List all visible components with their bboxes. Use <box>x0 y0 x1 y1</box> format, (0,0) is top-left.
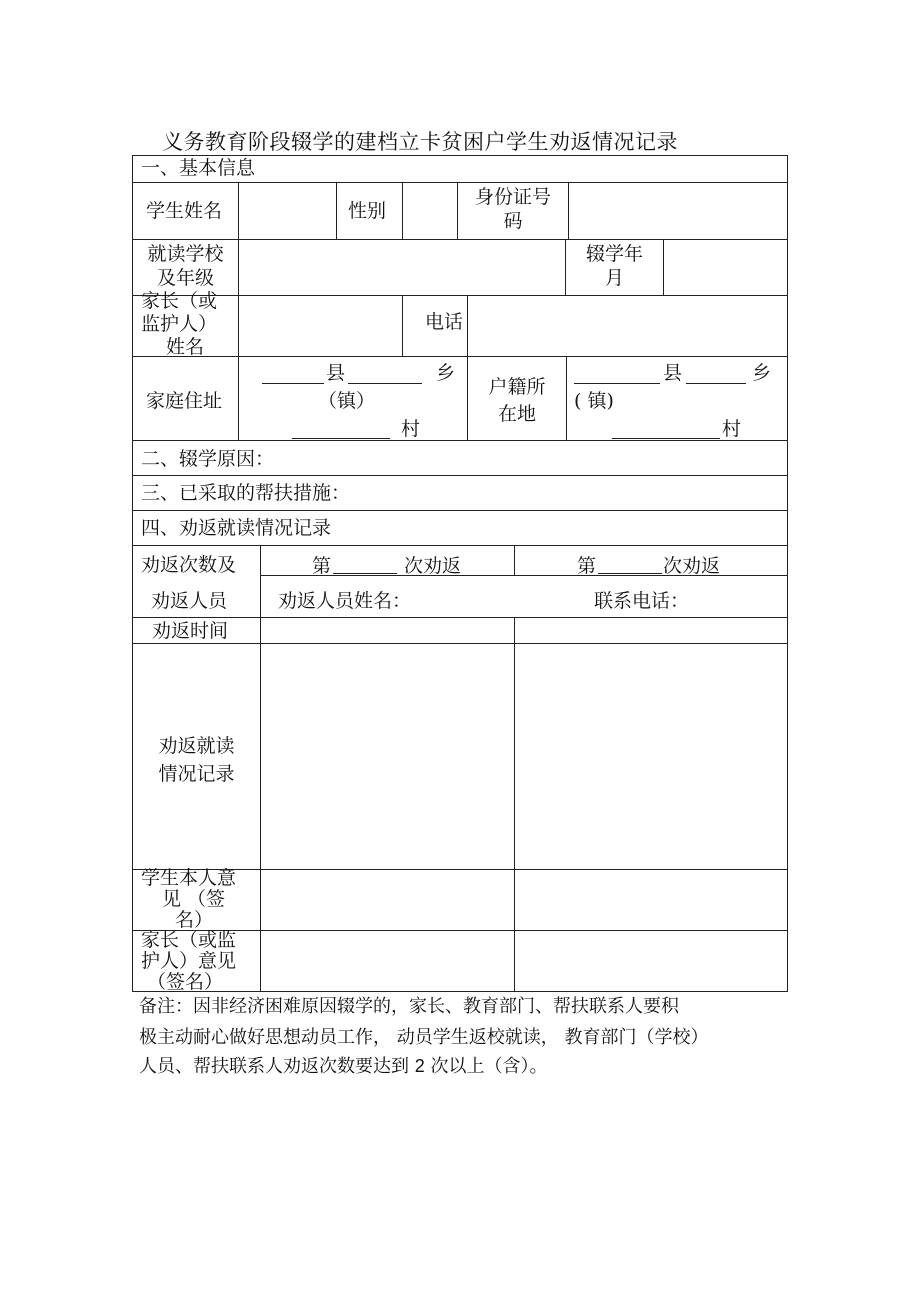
text-nth-suffix-2: 次劝返 <box>663 555 721 577</box>
table-line <box>132 239 788 240</box>
table-line <box>132 356 788 357</box>
note-line-3-post: 次以上（含）。 <box>430 1056 548 1077</box>
label-id-number-line2: 码 <box>503 210 523 232</box>
label-student-opinion <box>141 868 236 931</box>
label-parent-opinion-line1: 家长（或监 <box>141 929 237 951</box>
label-id-number <box>458 185 568 233</box>
label-student-name: 学生姓名 <box>146 200 223 222</box>
note-line-3-number: 2 <box>414 1056 425 1076</box>
blank-county[interactable] <box>262 383 324 384</box>
label-phone: 电话 <box>425 311 464 333</box>
label-parent-opinion-line3: （签名） <box>147 971 224 993</box>
blank-nth-1[interactable] <box>333 573 397 574</box>
label-parent-opinion <box>141 930 236 993</box>
label-guardian-line2: 监护人） <box>141 313 218 335</box>
label-home-address: 家庭住址 <box>146 390 223 412</box>
blank-household-village[interactable] <box>612 438 720 439</box>
label-dropout-date <box>566 242 663 290</box>
label-school-grade <box>133 242 238 290</box>
table-line <box>132 475 788 476</box>
label-situation-line2: 情况记录 <box>158 763 235 785</box>
text-household-village: 村 <box>722 418 742 440</box>
page-title: 义务教育阶段辍学的建档立卡贫困户学生劝返情况记录 <box>162 130 678 154</box>
table-line <box>566 356 567 440</box>
label-guardian-line3: 姓名 <box>166 336 205 358</box>
text-village: 村 <box>401 418 421 440</box>
label-student-opinion-line1: 学生本人意 <box>141 867 237 889</box>
table-line <box>663 239 664 295</box>
text-town: （镇） <box>318 390 376 412</box>
text-county: 县 <box>326 362 346 384</box>
table-line <box>132 182 788 183</box>
note-line-2: 极主动耐心做好思想动员工作， 动员学生返校就读， 教育部门（学校） <box>139 1027 709 1048</box>
text-household-township: 乡 <box>752 362 772 384</box>
label-student-opinion-line3: 名） <box>175 909 214 931</box>
label-dropout-line1: 辍学年 <box>585 243 643 265</box>
label-persuasion-situation <box>133 732 260 788</box>
section-basic-info: 一、基本信息 <box>141 157 256 179</box>
label-id-number-line1: 身份证号 <box>474 186 551 208</box>
blank-nth-2[interactable] <box>598 573 662 574</box>
text-nth-prefix-2: 第 <box>577 555 597 577</box>
label-situation-line1: 劝返就读 <box>158 735 235 757</box>
label-guardian-line1: 家长（或 <box>141 290 218 312</box>
section-assistance-measures: 三、已采取的帮扶措施： <box>141 482 351 504</box>
table-line <box>568 182 569 239</box>
label-household-line2: 在地 <box>497 403 536 425</box>
blank-household-county[interactable] <box>574 383 660 384</box>
note-line-1: 备注：因非经济困难原因辍学的，家长、教育部门、帮扶联系人要积 <box>139 996 679 1017</box>
table-line <box>132 440 788 441</box>
text-township: 乡 <box>436 362 456 384</box>
blank-village[interactable] <box>292 438 390 439</box>
table-line <box>132 510 788 511</box>
table-line <box>402 295 403 356</box>
note-line-3-pre: 人员、帮扶联系人劝返次数要达到 <box>139 1056 409 1077</box>
label-parent-opinion-line2: 护人）意见 <box>141 950 237 972</box>
blank-township[interactable] <box>348 383 422 384</box>
table-line <box>514 617 515 991</box>
label-household-line1: 户籍所 <box>488 376 546 398</box>
table-line <box>132 295 788 296</box>
section-persuasion-record: 四、劝返就读情况记录 <box>141 517 332 539</box>
text-nth-prefix-1: 第 <box>312 555 332 577</box>
text-household-town: ( 镇) <box>574 390 614 412</box>
label-guardian-name <box>141 290 217 359</box>
blank-household-township[interactable] <box>686 383 746 384</box>
table-line <box>260 545 261 991</box>
label-persuader-name: 劝返人员姓名： <box>278 590 412 612</box>
label-persuasion-count: 劝返次数及 <box>141 554 237 576</box>
label-school-line2: 及年级 <box>156 267 214 289</box>
text-nth-suffix-1: 次劝返 <box>404 555 462 577</box>
label-persuasion-time: 劝返时间 <box>152 620 229 642</box>
table-border-right <box>787 155 788 992</box>
label-student-opinion-line2: 见 （签 <box>162 888 226 910</box>
table-line <box>132 545 788 546</box>
text-household-county: 县 <box>663 362 683 384</box>
label-persuaders: 劝返人员 <box>151 590 228 612</box>
table-line <box>336 182 337 239</box>
label-dropout-line2: 月 <box>604 267 624 289</box>
note-line-3 <box>139 1054 547 1079</box>
table-line <box>238 182 239 440</box>
label-gender: 性别 <box>348 200 387 222</box>
label-contact-phone: 联系电话： <box>594 590 690 612</box>
table-line <box>514 545 515 575</box>
table-line <box>132 617 788 618</box>
table-line <box>132 643 788 644</box>
label-school-line1: 就读学校 <box>147 243 224 265</box>
section-dropout-reason: 二、辍学原因： <box>141 448 275 470</box>
label-household-registration <box>468 374 566 428</box>
table-line <box>402 182 403 239</box>
